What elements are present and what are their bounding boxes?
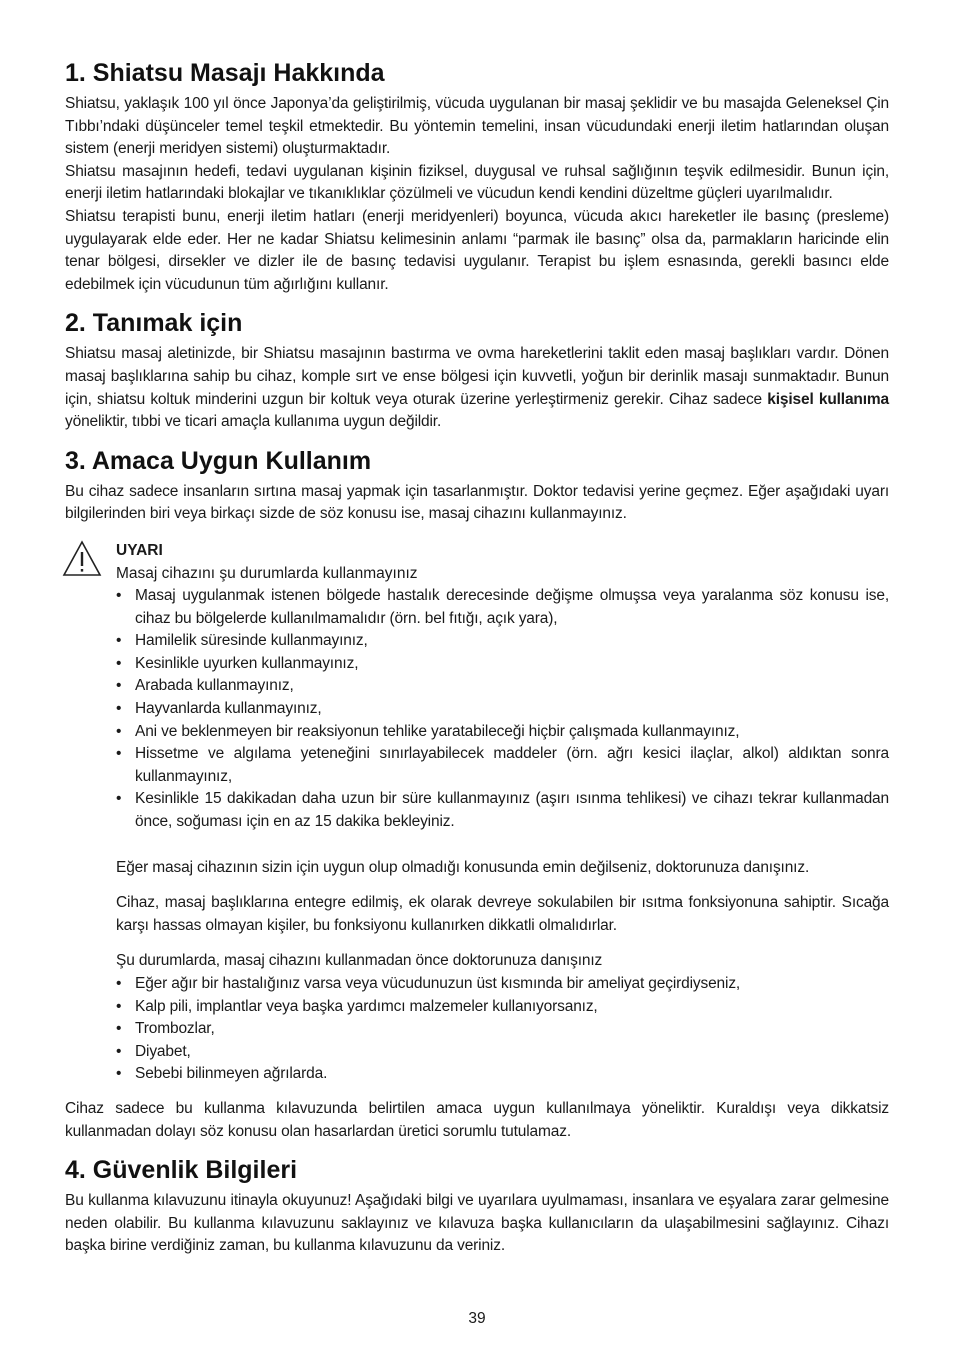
paragraph: Shiatsu, yaklaşık 100 yıl önce Japonya’da geliştirilmiş, vücuda uygulanan bir masaj şeklidir ve bu masajda Geleneksel Çin Tıbbı’ndaki düşünceler temel teşkil etmektedir. Bu yöntemin temelini, insan vücudundaki enerji iletim hatlarından oluşan sistem (enerji meridyen sistemi) oluşturmaktadır.	[65, 95, 889, 158]
warning-list	[116, 585, 889, 834]
note-heat: Cihaz, masaj başlıklarına entegre edilmiş, ek olarak devreye sokulabilen bir ısıtma fonksiyonuna sahiptir. Sıcağa karşı hassas olmayan kişiler, bu fonksiyonu kullanırken dikkatli olmalıdırlar.	[116, 894, 889, 934]
section-intended-use	[65, 446, 889, 1143]
list-item: • Trombozlar,	[116, 1018, 889, 1041]
bullet: •	[116, 1020, 122, 1038]
list-item: • Masaj uygulanmak istenen bölgede hastalık derecesinde değişme olmuşsa veya yaralanma söz konusu ise, cihaz bu bölgelerde kullanılmamalıdır (örn. bel fıtığı, açık yara),	[116, 587, 889, 627]
list-item: • Diyabet,	[116, 1041, 889, 1064]
section-introduction	[65, 308, 889, 433]
note-doctor: Eğer masaj cihazının sizin için uygun olup olmadığı konusunda emin değilseniz, doktorunuza danışınız.	[116, 858, 810, 876]
paragraph: Bu cihaz sadece insanların sırtına masaj yapmak için tasarlanmıştır. Doktor tedavisi yerine geçmez. Eğer aşağıdaki uyarı bilgilerinden biri veya birkaçı sizde de söz konusu ise, masaj cihazını kullanmayınız.	[65, 482, 889, 523]
bullet: •	[116, 654, 122, 672]
section-safety-information	[65, 1155, 889, 1258]
section-title: 4. Güvenlik Bilgileri	[65, 1156, 298, 1185]
paragraph	[65, 343, 889, 433]
paragraph: Bu kullanma kılavuzunu itinayla okuyunuz! Aşağıdaki bilgi ve uyarılara uyulmaması, insanlara ve eşyalara zarar gelmesine neden olabilir. Bu kullanma kılavuzunu saklayınız ve kılavuza başka kullanıcıların da ulaşabilmesini sağlayınız. Cihazı başka birine verdiğiniz zaman, bu kullanma kılavuzunu da veriniz.	[65, 1192, 889, 1255]
section-shiatsu-about	[65, 58, 889, 296]
warning-block	[65, 540, 889, 1086]
paragraph: Shiatsu masajının hedefi, tedavi uygulanan kişinin fiziksel, duygusal ve ruhsal sağlığının teşvik edilmesidir. Bunun için, enerji iletim hatlarındaki blokajlar ve tıkanıklıklar çözülmeli ve vücudun kendi kendini düzeltme güçleri uyarılmalıdır.	[65, 162, 889, 203]
bullet: •	[116, 790, 122, 808]
bullet: •	[116, 677, 122, 695]
list-item: • Hissetme ve algılama yeteneğini sınırlayabilecek maddeler (örn. ağrı kesici ilaçlar, alkol) aldıktan sonra kullanmayınız,	[116, 745, 889, 785]
bullet: •	[116, 997, 122, 1015]
bullet: •	[116, 745, 122, 763]
warning-title: UYARI	[116, 541, 163, 559]
section-title: 3. Amaca Uygun Kullanım	[65, 446, 372, 475]
bullet: •	[116, 975, 122, 992]
bullet: •	[116, 587, 122, 605]
bullet: •	[116, 722, 122, 740]
bullet: •	[116, 1042, 122, 1060]
consult-intro: Şu durumlarda, masaj cihazını kullanmadan önce doktorunuza danışınız	[116, 952, 603, 970]
section-title: 1. Shiatsu Masajı Hakkında	[65, 59, 385, 87]
closing-paragraph: Cihaz sadece bu kullanma kılavuzunda belirtilen amaca uygun kullanılmaya yöneliktir. Kuraldışı veya dikkatsiz kullanmadan dolayı söz konusu olan hasarlardan üretici sorumlu tutulamaz.	[65, 1099, 889, 1140]
paragraph-text: yöneliktir, tıbbi ve ticari amaçla kullanıma uygun değildir.	[65, 413, 442, 431]
list-item: • Sebebi bilinmeyen ağrılarda.	[116, 1063, 889, 1086]
warning-triangle-icon	[62, 540, 102, 578]
bullet: •	[116, 1065, 122, 1083]
list-item: • Kesinlikle 15 dakikadan daha uzun bir süre kullanmayınız (aşırı ısınma tehlikesi) ve cihazı tekrar kullanmadan önce, soğuması için en az 15 dakika bekleyiniz.	[116, 790, 889, 831]
bullet: •	[116, 632, 122, 650]
consult-list	[116, 973, 889, 1086]
section-title: 2. Tanımak için	[65, 309, 243, 338]
list-item: • Arabada kullanmayınız,	[116, 675, 889, 698]
emphasis-text: kişisel kullanıma	[767, 390, 889, 408]
page-number: 39	[468, 1310, 486, 1327]
warning-intro: Masaj cihazını şu durumlarda kullanmayınız	[116, 564, 418, 582]
list-item: • Hamilelik süresinde kullanmayınız,	[116, 630, 889, 653]
list-item: • Kalp pili, implantlar veya başka yardımcı malzemeler kullanıyorsanız,	[116, 996, 889, 1019]
list-item: • Ani ve beklenmeyen bir reaksiyonun tehlike yaratabileceği hiçbir çalışmada kullanmayınız,	[116, 721, 889, 744]
list-item: • Eğer ağır bir hastalığınız varsa veya vücudunuzun üst kısmında bir ameliyat geçirdiyseniz,	[116, 973, 889, 996]
document-page	[65, 56, 889, 1258]
list-item: • Hayvanlarda kullanmayınız,	[116, 698, 889, 721]
paragraph: Shiatsu terapisti bunu, enerji iletim hatları (enerji meridyenleri) boyunca, vücuda akıcı hareketler ile basınç (presleme) uygulayarak elde eder. Her ne kadar Shiatsu kelimesinin anlamı “parmak ile basınç” olsa da, parmakların haricinde elin tenar bölgesi, dirsekler ve dizler ile de basınç tedavisi uygulanır. Terapist bu işlem esnasında, gerekli basıncı elde edebilmek için vücudunun tüm ağırlığını kullanır.	[65, 207, 889, 293]
list-item: • Kesinlikle uyurken kullanmayınız,	[116, 653, 889, 676]
paragraph-text: Shiatsu masaj aletinizde, bir Shiatsu masajının bastırma ve ovma hareketlerini taklit eden masaj başlıkları vardır. Dönen masaj başlıklarına sahip bu cihaz, komple sırt ve ense bölgesi için kuvvetli, yoğun bir derinlik masajı sunmaktadır. Bunun için, shiatsu koltuk minderini uzgun bir koltuk veya oturak üzerine yerleştirmeniz gerekir. Cihaz sadece	[65, 345, 889, 408]
bullet: •	[116, 700, 122, 718]
